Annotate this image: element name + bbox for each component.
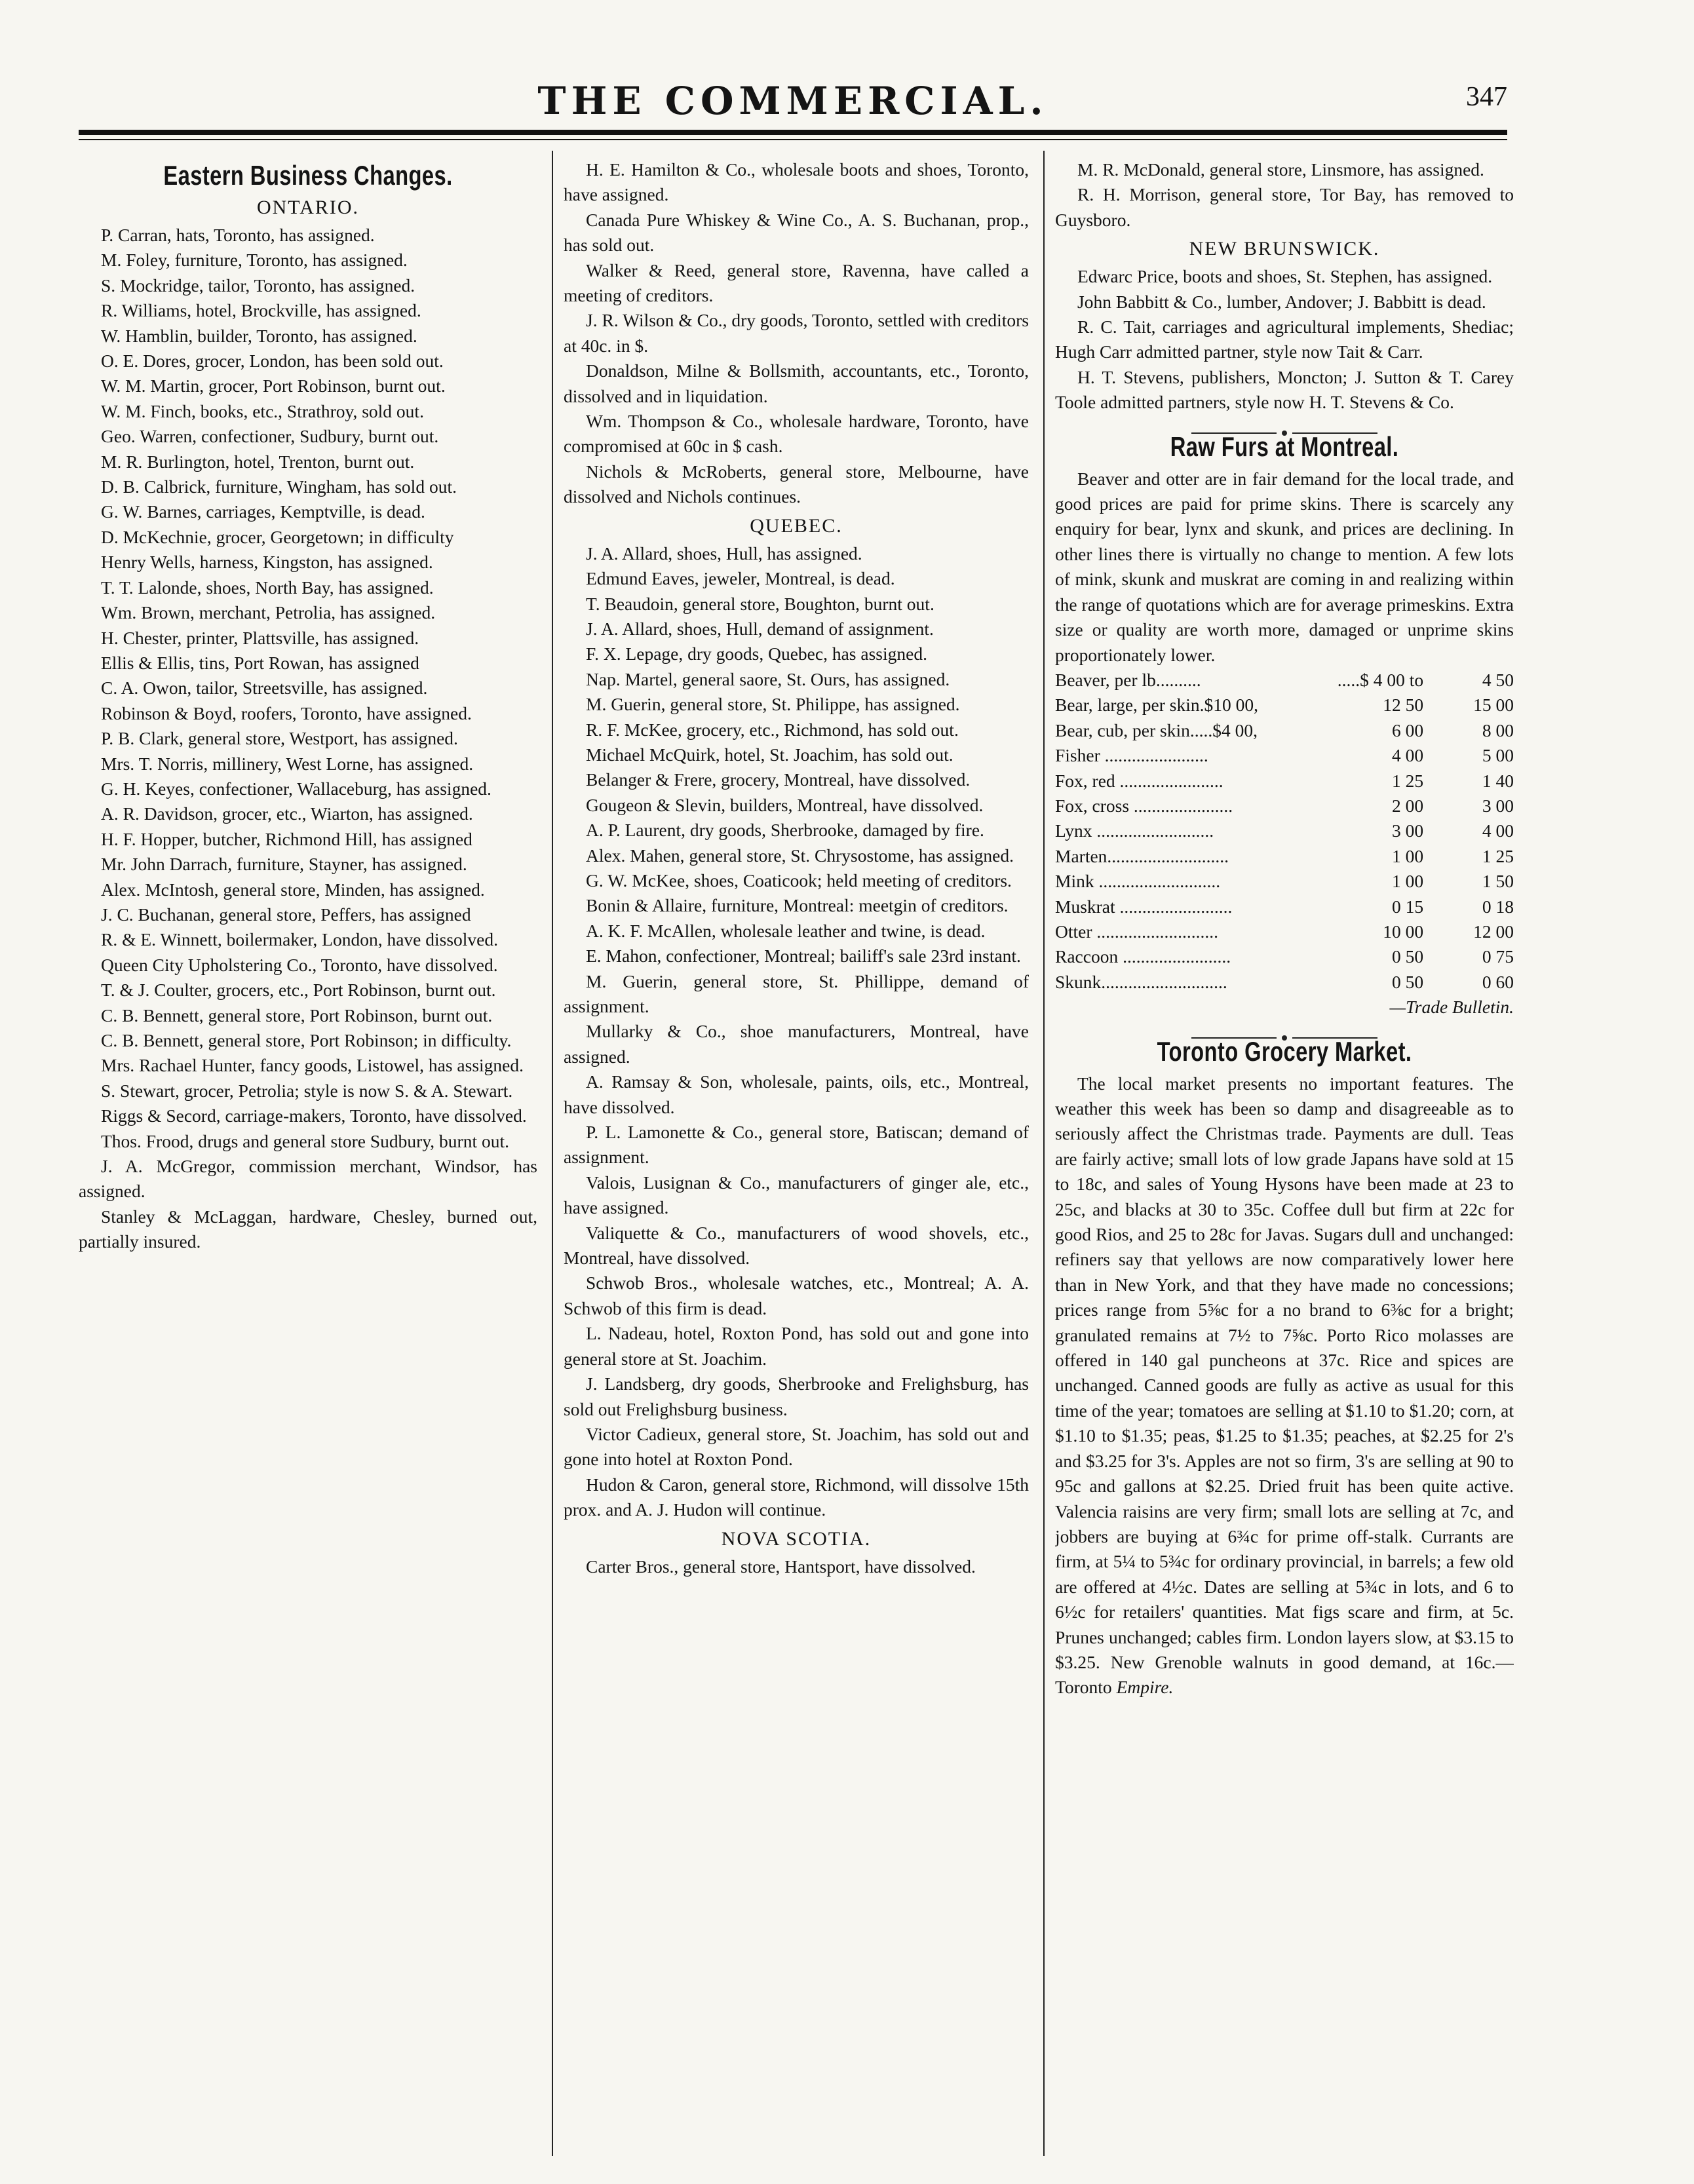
furs-article-text: Beaver and otter are in fair demand for the local trade, and good prices are paid for prime skins. There is scarcely any enquiry for bear, lynx and skunk, and prices are declining. In other lines there is virtually no change to mention. A few lots of mink, skunk and muskrat are coming in and realizing within the range of quotations which are for average primeskins. Extra size or quality are worth more, damaged or unprime skins proportionately lower. [1055,468,1514,665]
column-rule-2 [1043,151,1045,2156]
notice-entry: M. R. Burlington, hotel, Trenton, burnt out. [101,451,415,472]
furs-source: —Trade Bulletin. [1389,997,1514,1018]
notice-entry: Valois, Lusignan & Co., manufacturers of ginger ale, etc., have assigned. [564,1172,1029,1218]
fur-price-row [1055,970,1514,995]
fur-price-high: 15 00 [1473,695,1514,716]
notice-entry: T. T. Lalonde, shoes, North Bay, has assigned. [101,577,434,598]
notice-entry: Ellis & Ellis, tins, Port Rowan, has assigned [101,652,419,673]
fur-price-low: 0 50 [1391,946,1424,967]
fur-price-low: 6 00 [1391,719,1424,740]
notice-entry: C. A. Owon, tailor, Streetsville, has assigned. [101,678,428,699]
header-rule-thin [79,139,1507,140]
notice-entry: G. H. Keyes, confectioner, Wallaceburg, has assigned. [101,778,491,799]
fur-price-name: Mink ........................... [1055,871,1221,892]
notice-entry: P. L. Lamonette & Co., general store, Batiscan; demand of assignment. [564,1122,1029,1168]
notice-entry: Canada Pure Whiskey & Wine Co., A. S. Buchanan, prop., has sold out. [564,209,1029,256]
section-separator [1055,1024,1514,1032]
fur-price-low: 0 50 [1391,971,1424,992]
ontario-entries [79,223,537,1255]
fur-price-row [1055,794,1514,818]
notice-entry: H. T. Stevens, publishers, Moncton; J. Sutton & T. Carey Toole admitted partners, style now H. T. Stevens & Co. [1055,366,1514,413]
fur-price-table [1055,668,1514,995]
fur-price-high: 4 50 [1482,669,1514,690]
notice-entry: G. W. McKee, shoes, Coaticook; held meeting of creditors. [586,870,1012,891]
nova-scotia-entries [564,1554,1029,1579]
notice-entry: Stanley & McLaggan, hardware, Chesley, burned out, partially insured. [79,1206,537,1252]
notice-entry: A. R. Davidson, grocer, etc., Wiarton, has assigned. [101,803,473,824]
notice-entry: W. Hamblin, builder, Toronto, has assigned. [101,325,417,346]
page-number: 347 [1466,82,1507,112]
fur-price-row [1055,869,1514,894]
notice-entry: Carter Bros., general store, Hantsport, have dissolved. [586,1556,976,1577]
notice-entry: M. Guerin, general store, St. Phillippe, demand of assignment. [564,970,1029,1016]
fur-price-high: 5 00 [1482,745,1514,766]
notice-entry: Michael McQuirk, hotel, St. Joachim, has sold out. [586,744,953,765]
notice-entry: Nap. Martel, general saore, St. Ours, has assigned. [586,668,950,689]
notice-entry: R. F. McKee, grocery, etc., Richmond, has sold out. [586,719,959,740]
region-ontario: ONTARIO. [256,197,360,218]
notice-entry: Mrs. T. Norris, millinery, West Lorne, has assigned. [101,753,474,774]
fur-price-row [1055,844,1514,869]
notice-entry: D. B. Calbrick, furniture, Wingham, has sold out. [101,476,457,497]
section-separator [1055,419,1514,427]
nova-scotia-entries-continued [1055,157,1514,233]
notice-entry: H. F. Hopper, butcher, Richmond Hill, has assigned [101,828,472,849]
region-new-brunswick: NEW BRUNSWICK. [1189,238,1380,260]
fur-price-name: Raccoon ........................ [1055,946,1231,967]
fur-price-name: Lynx .......................... [1055,820,1214,841]
region-nova-scotia: NOVA SCOTIA. [721,1527,872,1550]
notice-entry: Nichols & McRoberts, general store, Melbourne, have dissolved and Nichols continues. [564,461,1029,507]
notice-entry: Queen City Upholstering Co., Toronto, have dissolved. [101,954,498,975]
notice-entry: W. M. Finch, books, etc., Strathroy, sold out. [101,400,424,421]
fur-price-name: Marten........................... [1055,845,1229,866]
fur-price-low: 12 50 [1383,695,1424,716]
quebec-entries [564,541,1029,1523]
headline-toronto-grocery-market: Toronto Grocery Market. [1157,1035,1412,1067]
column-2 [564,157,1029,2149]
notice-entry: Mrs. Rachael Hunter, fancy goods, Listowel, has assigned. [101,1055,524,1076]
headline-eastern-business-changes: Eastern Business Changes. [163,160,453,191]
notice-entry: M. Guerin, general store, St. Philippe, has assigned. [586,694,960,715]
notice-entry: Robinson & Boyd, roofers, Toronto, have assigned. [101,702,472,723]
fur-price-name: Muskrat ......................... [1055,896,1233,917]
notice-entry: F. X. Lepage, dry goods, Quebec, has assigned. [586,643,927,664]
fur-price-low: 0 15 [1391,896,1424,917]
notice-entry: Edwarc Price, boots and shoes, St. Stephen, has assigned. [1077,266,1493,287]
fur-price-high: 8 00 [1482,719,1514,740]
notice-entry: D. McKechnie, grocer, Georgetown; in difficulty [101,526,454,547]
notice-entry: Alex. McIntosh, general store, Minden, has assigned. [101,879,485,900]
masthead [79,72,1507,131]
notice-entry: Wm. Thompson & Co., wholesale hardware, Toronto, have compromised at 60c in $ cash. [564,411,1029,457]
fur-price-low: 1 25 [1391,770,1424,791]
fur-price-name: Skunk............................ [1055,971,1227,992]
fur-price-name: Bear, cub, per skin.....$4 00, [1055,719,1258,740]
notice-entry: Mullarky & Co., shoe manufacturers, Montreal, have assigned. [564,1021,1029,1067]
fur-price-low: .....$ 4 00 to [1337,669,1424,690]
notice-entry: J. A. Allard, shoes, Hull, has assigned. [586,543,862,564]
notice-entry: L. Nadeau, hotel, Roxton Pond, has sold out and gone into general store at St. Joachim. [564,1323,1029,1369]
notice-entry: G. W. Barnes, carriages, Kemptville, is dead. [101,501,425,522]
fur-price-name: Fisher ....................... [1055,745,1208,766]
fur-price-row [1055,769,1514,794]
notice-entry: J. A. McGregor, commission merchant, Windsor, has assigned. [79,1156,537,1202]
fur-price-low: 4 00 [1391,745,1424,766]
notice-entry: A. K. F. McAllen, wholesale leather and twine, is dead. [586,920,986,941]
notice-entry: Geo. Warren, confectioner, Sudbury, burnt out. [101,426,439,447]
notice-entry: R. C. Tait, carriages and agricultural implements, Shediac; Hugh Carr admitted partner, style now Tait & Carr. [1055,316,1514,362]
notice-entry: Belanger & Frere, grocery, Montreal, have dissolved. [586,769,971,790]
notice-entry: A. Ramsay & Son, wholesale, paints, oils, etc., Montreal, have dissolved. [564,1071,1029,1117]
notice-entry: S. Stewart, grocer, Petrolia; style is now S. & A. Stewart. [101,1080,513,1101]
fur-price-row [1055,818,1514,843]
column-rule-1 [552,151,553,2156]
notice-entry: Wm. Brown, merchant, Petrolia, has assigned. [101,602,436,623]
notice-entry: Edmund Eaves, jeweler, Montreal, is dead. [586,568,895,589]
notice-entry: Walker & Reed, general store, Ravenna, have called a meeting of creditors. [564,259,1029,306]
fur-price-name: Beaver, per lb.......... [1055,669,1201,690]
fur-price-high: 0 60 [1482,971,1514,992]
notice-entry: Gougeon & Slevin, builders, Montreal, have dissolved. [586,794,984,815]
notice-entry: Riggs & Secord, carriage-makers, Toronto, have dissolved. [101,1105,527,1126]
fur-price-high: 4 00 [1482,820,1514,841]
fur-price-low: 1 00 [1391,871,1424,892]
notice-entry: R. & E. Winnett, boilermaker, London, have dissolved. [101,929,498,950]
fur-price-high: 3 00 [1482,795,1514,816]
notice-entry: P. Carran, hats, Toronto, has assigned. [101,225,375,245]
grocery-source: Empire. [1116,1677,1174,1698]
notice-entry: Bonin & Allaire, furniture, Montreal: meetgin of creditors. [586,895,1009,916]
notice-entry: C. B. Bennett, general store, Port Robinson; in difficulty. [101,1030,512,1050]
region-quebec: QUEBEC. [750,514,843,537]
notice-entry: H. Chester, printer, Plattsville, has assigned. [101,627,419,648]
fur-price-high: 12 00 [1473,921,1514,942]
notice-entry: R. H. Morrison, general store, Tor Bay, has removed to Guysboro. [1055,184,1514,230]
fur-price-low: 10 00 [1383,921,1424,942]
notice-entry: Valiquette & Co., manufacturers of wood shovels, etc., Montreal, have dissolved. [564,1222,1029,1269]
notice-entry: John Babbitt & Co., lumber, Andover; J. Babbitt is dead. [1077,291,1486,312]
fur-price-row [1055,668,1514,693]
notice-entry: T. & J. Coulter, grocers, etc., Port Robinson, burnt out. [101,980,496,1001]
notice-entry: J. C. Buchanan, general store, Peffers, has assigned [101,904,471,925]
fur-price-high: 0 18 [1482,896,1514,917]
fur-price-low: 3 00 [1391,820,1424,841]
new-brunswick-entries [1055,264,1514,415]
fur-price-row [1055,693,1514,718]
notice-entry: Donaldson, Milne & Bollsmith, accountants, etc., Toronto, dissolved and in liquidation. [564,360,1029,406]
fur-price-low: 2 00 [1391,795,1424,816]
notice-entry: T. Beaudoin, general store, Boughton, burnt out. [586,593,934,614]
fur-price-high: 0 75 [1482,946,1514,967]
notice-entry: H. E. Hamilton & Co., wholesale boots and shoes, Toronto, have assigned. [564,159,1029,205]
grocery-article-text [1055,1071,1514,1700]
notice-entry: C. B. Bennett, general store, Port Robinson, burnt out. [101,1005,493,1025]
grocery-body: The local market presents no important features. The weather this week has been so damp and disagreeable as to seriously affect the Christmas trade. Payments are dull. Teas are fairly active; small lots of low grade Japans have sold at 15 to 18c, and sales of Young Hysons have been made at 23 to 25c, and blacks at 30 to 35c. Coffee dull but firm at 22c for good Rios, and 25 to 28c for Javas. Sugars dull and unchanged: refiners say that yellows are now comparatively lower here than in New York, and that they have made no concessions; prices range from 5⅝c for a no brand to 6⅜c for a bright; granulated remains at 7½ to 7⅝c. Porto Rico molasses are offered in 140 gal puncheons at 37c. Rice and spices are unchanged. Canned goods are fully as active as usual for this time of the year; tomatoes are selling at $1.10 to $1.20; corn, at $1.10 to $1.35; peas, $1.25 to $1.35; peaches, at $2.25 for 2's and $3.25 for 3's. Apples are not so firm, 3's are selling at 90 to 95c and gallons at $2.25. Dried fruit has been quite active. Valencia raisins are very firm; small lots are selling at 7c, and jobbers are buying at 6¾c for prime off-stalk. Currants are firm, at 5¼ to 5¾c for ordinary provincial, in barrels; a few old are offered at 4½c. Dates are selling at 5¾c in lots, and 6 to 6½c for retailers' quantities. Mat figs scare and firm, at 5c. Prunes unchanged; cables firm. London layers slow, at $3.15 to $3.25. New Grenoble walnuts in good demand, at 16c.—Toronto [1055,1073,1514,1698]
headline-raw-furs: Raw Furs at Montreal. [1170,431,1399,462]
notice-entry: M. R. McDonald, general store, Linsmore, has assigned. [1077,159,1484,180]
column-1 [79,157,537,2149]
column-3 [1055,157,1514,2149]
fur-price-row [1055,743,1514,768]
notice-entry: Thos. Frood, drugs and general store Sudbury, burnt out. [101,1130,509,1151]
notice-entry: Alex. Mahen, general store, St. Chrysostome, has assigned. [586,845,1014,866]
fur-price-row [1055,944,1514,969]
fur-price-high: 1 25 [1482,845,1514,866]
ontario-entries-continued [564,157,1029,510]
fur-price-high: 1 40 [1482,770,1514,791]
notice-entry: W. M. Martin, grocer, Port Robinson, burnt out. [101,375,446,396]
notice-entry: J. R. Wilson & Co., dry goods, Toronto, settled with creditors at 40c. in $. [564,310,1029,356]
notice-entry: Schwob Bros., wholesale watches, etc., Montreal; A. A. Schwob of this firm is dead. [564,1273,1029,1318]
notice-entry: J. A. Allard, shoes, Hull, demand of assignment. [586,618,934,639]
notice-entry: Henry Wells, harness, Kingston, has assigned. [101,552,433,573]
notice-entry: M. Foley, furniture, Toronto, has assigned. [101,250,408,271]
notice-entry: A. P. Laurent, dry goods, Sherbrooke, damaged by fire. [586,820,984,841]
header-rule-thick [79,130,1507,135]
fur-price-name: Fox, red ....................... [1055,770,1223,791]
notice-entry: S. Mockridge, tailor, Toronto, has assigned. [101,275,415,296]
notice-entry: Victor Cadieux, general store, St. Joachim, has sold out and gone into hotel at Roxton Pond. [564,1423,1029,1470]
fur-price-row [1055,919,1514,944]
notice-entry: Hudon & Caron, general store, Richmond, will dissolve 15th prox. and A. J. Hudon will continue. [564,1474,1029,1520]
notice-entry: Mr. John Darrach, furniture, Stayner, has assigned. [101,854,467,875]
notice-entry: O. E. Dores, grocer, London, has been sold out. [101,351,444,372]
notice-entry: J. Landsberg, dry goods, Sherbrooke and Frelighsburg, has sold out Frelighsburg business. [564,1373,1029,1419]
notice-entry: R. Williams, hotel, Brockville, has assigned. [101,300,421,321]
fur-price-low: 1 00 [1391,845,1424,866]
fur-price-name: Fox, cross ...................... [1055,795,1233,816]
fur-price-row [1055,718,1514,743]
fur-price-high: 1 50 [1482,871,1514,892]
fur-price-row [1055,894,1514,919]
notice-entry: E. Mahon, confectioner, Montreal; bailiff's sale 23rd instant. [586,946,1021,967]
fur-price-name: Otter ........................... [1055,921,1219,942]
newspaper-title: THE COMMERCIAL. [537,79,1049,123]
notice-entry: P. B. Clark, general store, Westport, has assigned. [101,728,458,749]
fur-price-name: Bear, large, per skin.$10 00, [1055,695,1258,716]
